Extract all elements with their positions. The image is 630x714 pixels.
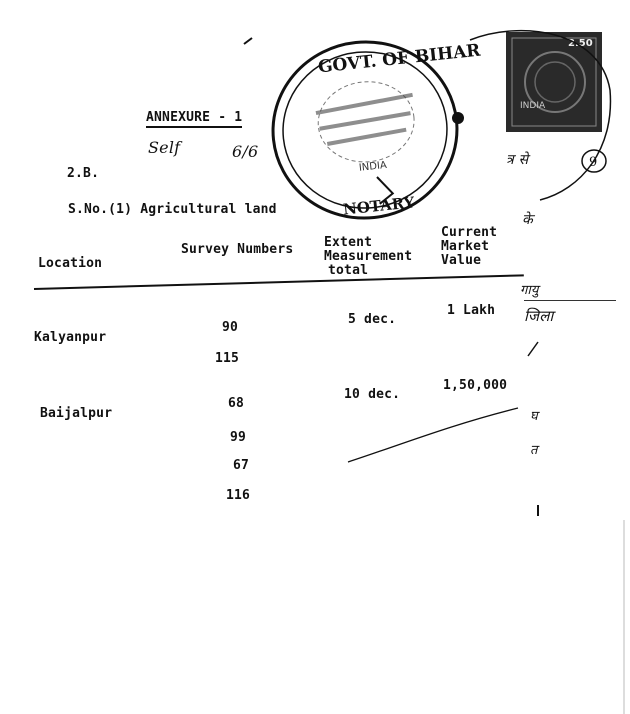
stamp-country: INDIA xyxy=(520,101,546,111)
col-header-value-line-2: Market xyxy=(441,239,490,254)
handwritten-note: Self xyxy=(148,138,181,157)
row-survey-number: 67 xyxy=(233,458,250,473)
stamp-denomination: 2.50 xyxy=(568,38,593,49)
doc-reference: 2.B. xyxy=(67,166,100,181)
row-location-kalyanpur: Kalyanpur xyxy=(34,330,107,345)
col-header-value-line-1: Current xyxy=(441,225,498,240)
row-value: 1,50,000 xyxy=(443,378,508,393)
annexure-heading: ANNEXURE - 1 xyxy=(146,110,242,128)
row-survey-number: 116 xyxy=(226,488,251,503)
margin-note-hindi: जिला xyxy=(524,307,554,325)
handwritten-date: 6/6 xyxy=(232,142,259,161)
margin-note-hindi: त xyxy=(530,443,538,458)
row-survey-number: 115 xyxy=(215,351,240,366)
col-header-value xyxy=(441,226,497,268)
row-value: 1 Lakh xyxy=(447,303,496,318)
row-survey-number: 90 xyxy=(222,320,239,335)
margin-note-hindi: घ xyxy=(530,409,538,424)
margin-rule xyxy=(524,300,616,301)
item-title: S.No.(1) Agricultural land xyxy=(68,202,277,217)
row-location-baijalpur: Baijalpur xyxy=(40,406,113,421)
seal-top-text: GOVT. OF BIHAR xyxy=(317,40,482,78)
notary-seal xyxy=(264,30,497,228)
margin-note-hindi: के xyxy=(522,212,533,228)
col-header-location: Location xyxy=(38,256,103,271)
col-header-extent-line-3: total xyxy=(328,263,369,278)
row-survey-number: 68 xyxy=(228,396,245,411)
seal-inner-mark: INDIA xyxy=(358,159,388,174)
col-header-extent-line-2: Measurement xyxy=(324,249,413,264)
row-extent: 10 dec. xyxy=(344,387,401,402)
col-header-survey-numbers: Survey Numbers xyxy=(181,242,294,257)
circled-number: 9 xyxy=(589,155,598,170)
col-header-extent xyxy=(324,236,412,278)
row-extent: 5 dec. xyxy=(348,312,397,327)
margin-note-hindi: गायु xyxy=(520,283,539,298)
seal-bottom-text: NOTARY xyxy=(342,193,416,219)
revenue-stamp xyxy=(506,32,602,132)
col-header-extent-line-1: Extent xyxy=(324,235,373,250)
row-survey-number: 99 xyxy=(230,430,247,445)
margin-note-hindi: त्र से xyxy=(506,152,529,168)
col-header-value-line-3: Value xyxy=(441,253,482,268)
